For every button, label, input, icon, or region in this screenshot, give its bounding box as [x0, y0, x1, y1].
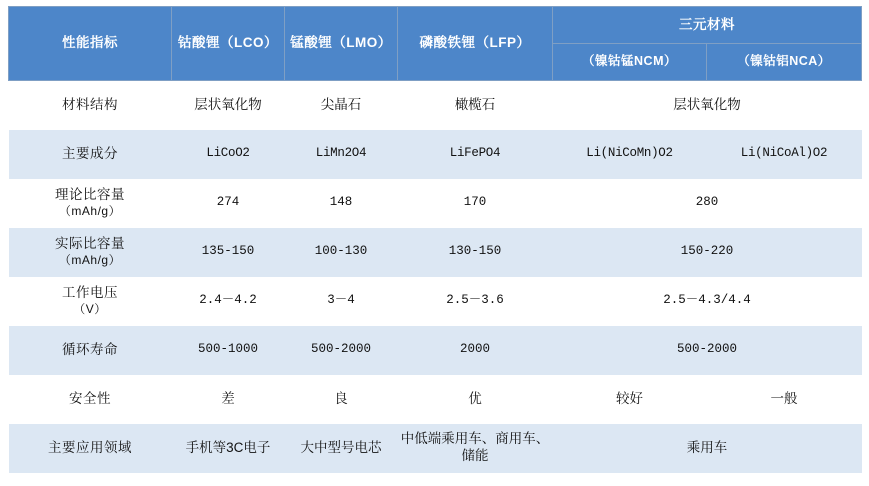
header-row-main [9, 7, 862, 44]
row-label-material-structure: 材料结构 [9, 81, 172, 130]
cell-composition-lmo-text: LiMn2O4 [315, 146, 367, 161]
cell-actual-lco: 135-150 [172, 228, 285, 277]
table-header [9, 7, 862, 81]
table-row [9, 81, 862, 130]
cell-voltage-lco: 2.4－4.2 [172, 277, 285, 326]
cell-voltage-lmo: 3－4 [285, 277, 398, 326]
row-label-actual-capacity-line1: 实际比容量 [55, 236, 125, 252]
cell-composition-lfp-text: LiFePO4 [449, 146, 501, 161]
comparison-table-sheet [0, 6, 869, 486]
header-cell-lco: 钴酸锂（LCO） [172, 7, 285, 81]
cell-structure-ternary: 层状氧化物 [553, 81, 862, 130]
cell-cycle-lco: 500-1000 [172, 326, 285, 375]
row-label-safety: 安全性 [9, 375, 172, 424]
cell-composition-lco [172, 130, 285, 179]
cell-structure-lfp: 橄榄石 [398, 81, 553, 130]
cell-safety-nca: 一般 [707, 375, 862, 424]
cell-composition-nca-text: Li(NiCoAl)O2 [740, 146, 828, 161]
cell-application-lfp: 中低端乘用车、商用车、储能 [398, 424, 553, 473]
row-label-theoretical-capacity-line1: 理论比容量 [55, 187, 125, 203]
cell-composition-nca [707, 130, 862, 179]
cell-cycle-lmo: 500-2000 [285, 326, 398, 375]
cell-application-ternary: 乘用车 [553, 424, 862, 473]
cell-structure-lco: 层状氧化物 [172, 81, 285, 130]
cell-actual-lmo: 100-130 [285, 228, 398, 277]
table-body [9, 81, 862, 473]
header-cell-nca: （镍钴铝NCA） [707, 44, 862, 81]
cell-composition-lfp [398, 130, 553, 179]
cell-composition-lmo [285, 130, 398, 179]
cell-voltage-ternary: 2.5－4.3/4.4 [553, 277, 862, 326]
cell-safety-lmo: 良 [285, 375, 398, 424]
cell-safety-ncm: 较好 [553, 375, 707, 424]
table-row [9, 326, 862, 375]
header-cell-ternary: 三元材料 [553, 7, 862, 44]
row-label-cycle-life: 循环寿命 [9, 326, 172, 375]
table-row [9, 228, 862, 277]
cell-theoretical-lfp: 170 [398, 179, 553, 228]
cell-theoretical-lmo: 148 [285, 179, 398, 228]
cell-actual-lfp: 130-150 [398, 228, 553, 277]
header-cell-metric: 性能指标 [9, 7, 172, 81]
row-label-applications: 主要应用领域 [9, 424, 172, 473]
row-label-working-voltage-line2: （V） [73, 301, 107, 316]
table-row [9, 130, 862, 179]
cell-safety-lfp: 优 [398, 375, 553, 424]
cell-composition-ncm [553, 130, 707, 179]
row-label-working-voltage-line1: 工作电压 [62, 285, 118, 301]
table-row [9, 277, 862, 326]
cell-theoretical-lco: 274 [172, 179, 285, 228]
table-row [9, 179, 862, 228]
cell-voltage-lfp: 2.5－3.6 [398, 277, 553, 326]
cell-actual-ternary: 150-220 [553, 228, 862, 277]
cell-cycle-lfp: 2000 [398, 326, 553, 375]
row-label-actual-capacity [9, 228, 172, 277]
row-label-theoretical-capacity-line2: （mAh/g） [58, 203, 122, 218]
table-row [9, 375, 862, 424]
header-cell-ncm: （镍钴锰NCM） [553, 44, 707, 81]
header-cell-lfp: 磷酸铁锂（LFP） [398, 7, 553, 81]
cell-composition-ncm-text: Li(NiCoMn)O2 [586, 146, 673, 161]
table-row [9, 424, 862, 473]
row-label-main-composition: 主要成分 [9, 130, 172, 179]
cell-safety-lco: 差 [172, 375, 285, 424]
row-label-theoretical-capacity [9, 179, 172, 228]
cell-cycle-ternary: 500-2000 [553, 326, 862, 375]
row-label-actual-capacity-line2: （mAh/g） [58, 252, 122, 267]
cell-application-lmo: 大中型号电芯 [285, 424, 398, 473]
cell-application-lco: 手机等3C电子 [172, 424, 285, 473]
row-label-working-voltage [9, 277, 172, 326]
cell-composition-lco-text: LiCoO2 [206, 146, 250, 161]
cell-structure-lmo: 尖晶石 [285, 81, 398, 130]
battery-material-comparison-table [8, 6, 862, 473]
header-cell-lmo: 锰酸锂（LMO） [285, 7, 398, 81]
cell-theoretical-ternary: 280 [553, 179, 862, 228]
